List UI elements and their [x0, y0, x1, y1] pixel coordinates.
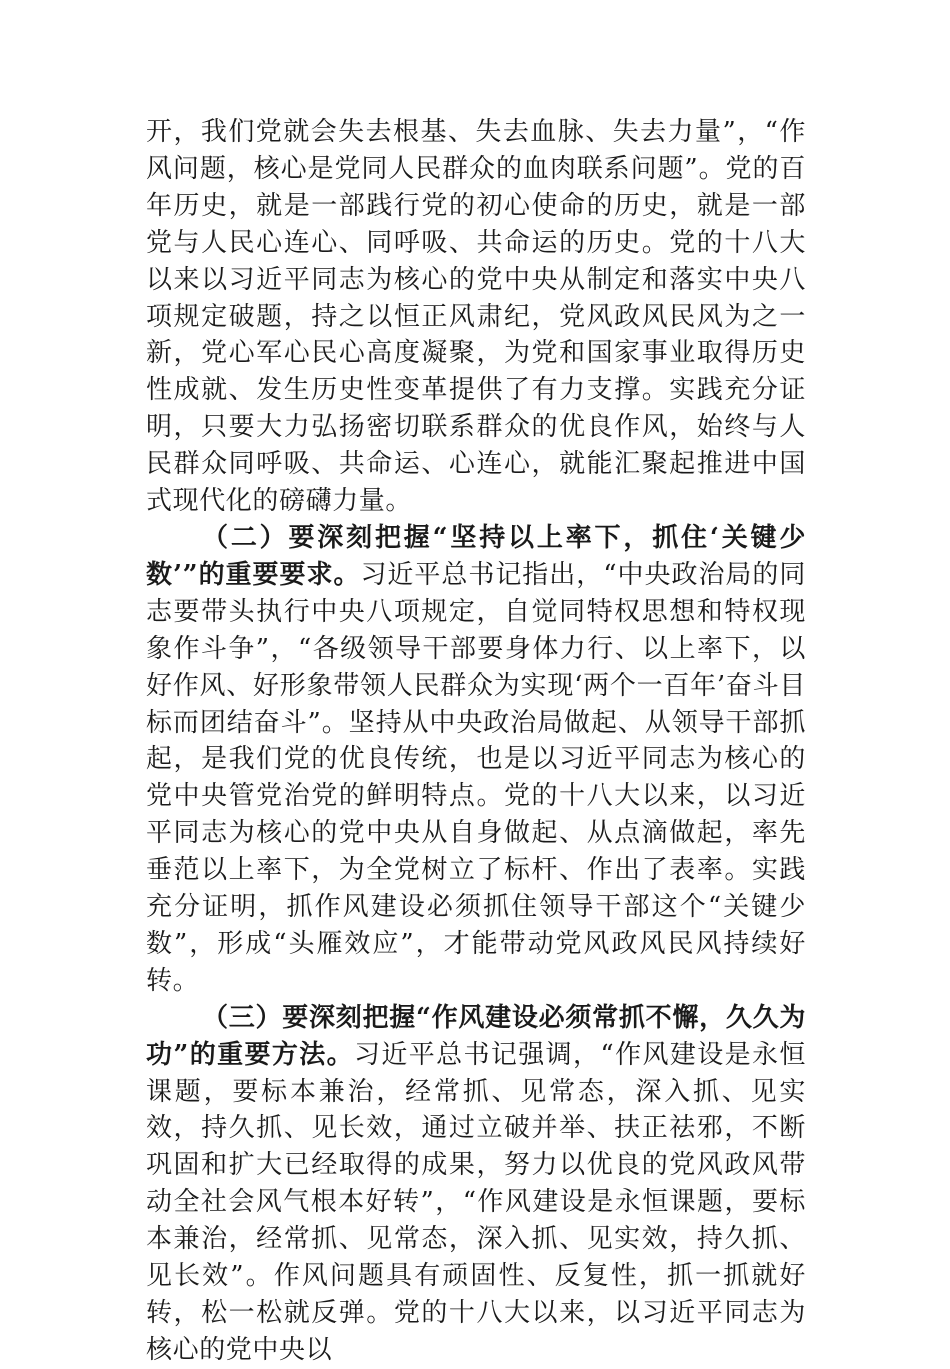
paragraph-text: 习近平总书记强调，“作风建设是永恒课题，要标本兼治，经常抓、见常态，深入抓、见实效，持久抓、见长效，通过立破并举、扶正祛邪，不断巩固和扩大已经取得的成果，努力以优良的党风政风带动全社会风气根本好转”，“作风建设是永恒课题，要标本兼治，经常抓、见常态，深入抓、见实效，持久抓、见长效”。作风问题具有顽固性、反复性，抓一抓就好转，松一松就反弹。党的十八大以来，以习近平同志为核心的党中央以 — [146, 1039, 806, 1365]
paragraph-text: 开，我们党就会失去根基、失去血脉、失去力量”，“作风问题，核心是党同人民群众的血肉联系问题”。党的百年历史，就是一部践行党的初心使命的历史，就是一部党与人民心连心、同呼吸、共命运的历史。党的十八大以来以习近平同志为核心的党中央从制定和落实中央八项规定破题，持之以恒正风肃纪，党风政风民风为之一新，党心军心民心高度凝聚，为党和国家事业取得历史性成就、发生历史性变革提供了有力支撑。实践充分证明，只要大力弘扬密切联系群众的优良作风，始终与人民群众同呼吸、共命运、心连心，就能汇聚起推进中国式现代化的磅礴力量。 — [146, 117, 806, 517]
document-body — [146, 114, 806, 1369]
paragraph-section-2 — [146, 520, 806, 1000]
section-heading-3: （三）要深刻把握“作风建设必须常抓不懈，久久为功”的重要方法。 — [146, 1002, 806, 1070]
paragraph-continuation — [146, 114, 806, 520]
paragraph-section-3 — [146, 1000, 806, 1369]
section-heading-2: （二）要深刻把握“坚持以上率下，抓住‘关键少数’”的重要要求。 — [146, 522, 806, 590]
paragraph-text: 习近平总书记指出，“中央政治局的同志要带头执行中央八项规定，自觉同特权思想和特权现象作斗争”，“各级领导干部要身体力行、以上率下，以好作风、好形象带领人民群众为实现‘两个一百年’奋斗目标而团结奋斗”。坚持从中央政治局做起、从领导干部抓起，是我们党的优良传统，也是以习近平同志为核心的党中央管党治党的鲜明特点。党的十八大以来，以习近平同志为核心的党中央从自身做起、从点滴做起，率先垂范以上率下，为全党树立了标杆、作出了表率。实践充分证明，抓作风建设必须抓住领导干部这个“关键少数”，形成“头雁效应”，才能带动党风政风民风持续好转。 — [146, 559, 806, 996]
